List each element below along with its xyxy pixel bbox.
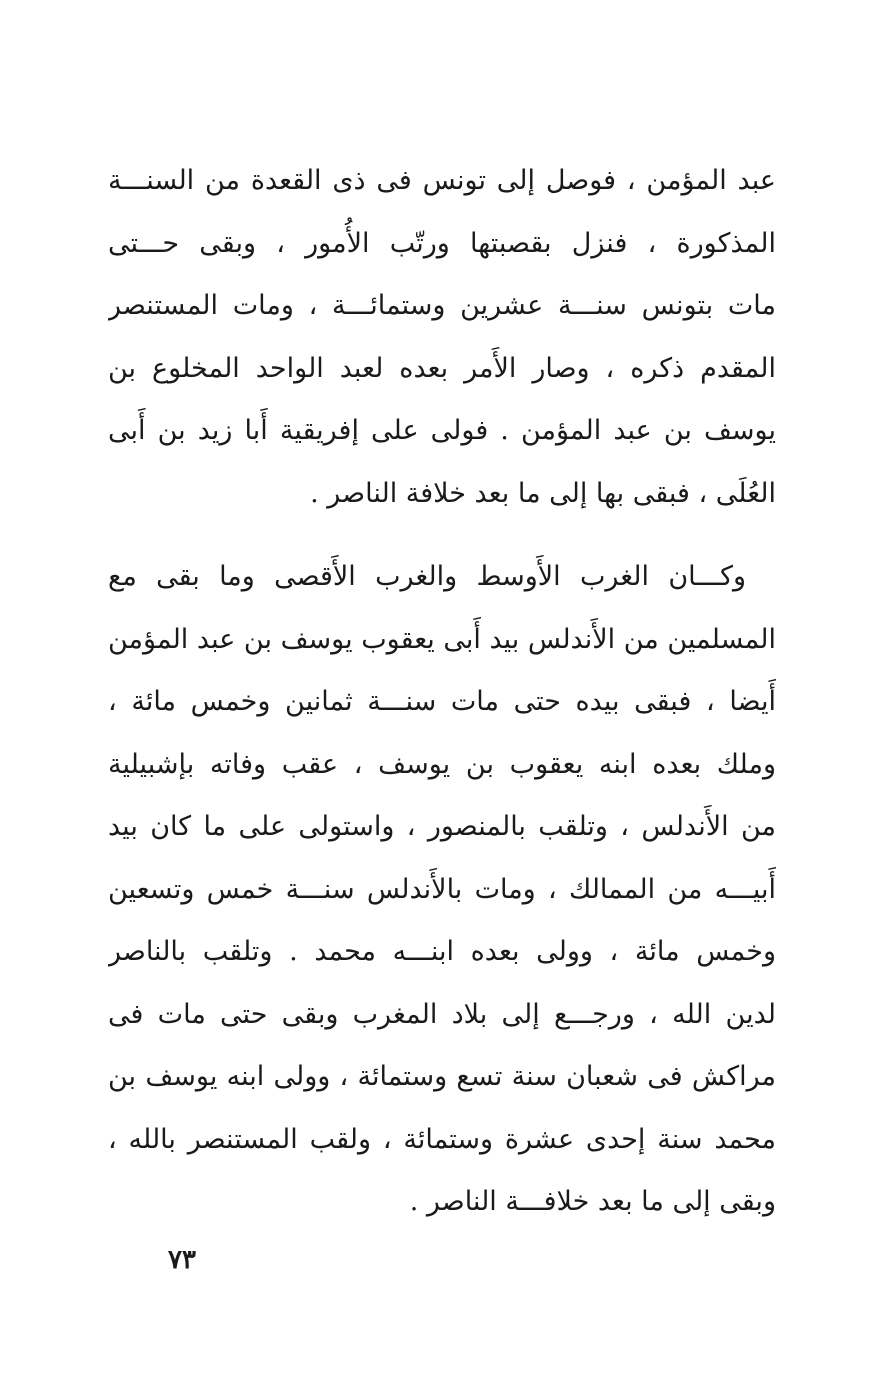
text-line: محمد سنة إحدى عشرة وستمائة ، ولقب المستنصر بالله ،	[108, 1123, 776, 1155]
text-line: مراكش فى شعبان سنة تسع وستمائة ، وولى ابنه يوسف بن	[108, 1061, 776, 1092]
text-line: يوسف بن عبد المؤمن . فولى على إفريقية أَبا زيد بن أَبى	[108, 415, 776, 446]
text-line: العُلَى ، فبقى بها إلى ما بعد خلافة الناصر .	[310, 477, 776, 509]
text-line: عبد المؤمن ، فوصل إلى تونس فى ذى القعدة من السنـــة	[108, 165, 776, 196]
text-line: مات بتونس سنـــة عشرين وستمائـــة ، ومات المستنصر	[108, 290, 776, 321]
page-number: ٧٣	[168, 1245, 196, 1275]
paragraph-1	[108, 150, 776, 525]
text-line: من الأَندلس ، وتلقب بالمنصور ، واستولى على ما كان بيد	[108, 811, 776, 842]
text-line: المسلمين من الأَندلس بيد أَبى يعقوب يوسف بن عبد المؤمن	[108, 623, 776, 655]
text-line: أَيضا ، فبقى بيده حتى مات سنـــة ثمانين وخمس مائة ،	[108, 686, 776, 717]
text-line: وبقى إلى ما بعد خلافـــة الناصر .	[409, 1186, 776, 1217]
text-line: المقدم ذكره ، وصار الأَمر بعده لعبد الواحد المخلوع بن	[108, 352, 776, 384]
text-line: وكـــان الغرب الأَوسط والغرب الأَقصى وما بقى مع	[108, 561, 746, 592]
paragraph-2	[108, 546, 776, 1234]
text-line: أَبيـــه من الممالك ، ومات بالأَندلس سنـــة خمس وتسعين	[108, 873, 776, 905]
text-line: المذكورة ، فنزل بقصبتها ورتّب الأُمور ، وبقى حـــتى	[108, 227, 776, 259]
text-line: وملك بعده ابنه يعقوب بن يوسف ، عقب وفاته بإشبيلية	[108, 748, 776, 780]
text-line: وخمس مائة ، وولى بعده ابنـــه محمد . وتلقب بالناصر	[108, 936, 776, 967]
text-line: لدين الله ، ورجـــع إلى بلاد المغرب وبقى حتى مات فى	[108, 998, 776, 1030]
